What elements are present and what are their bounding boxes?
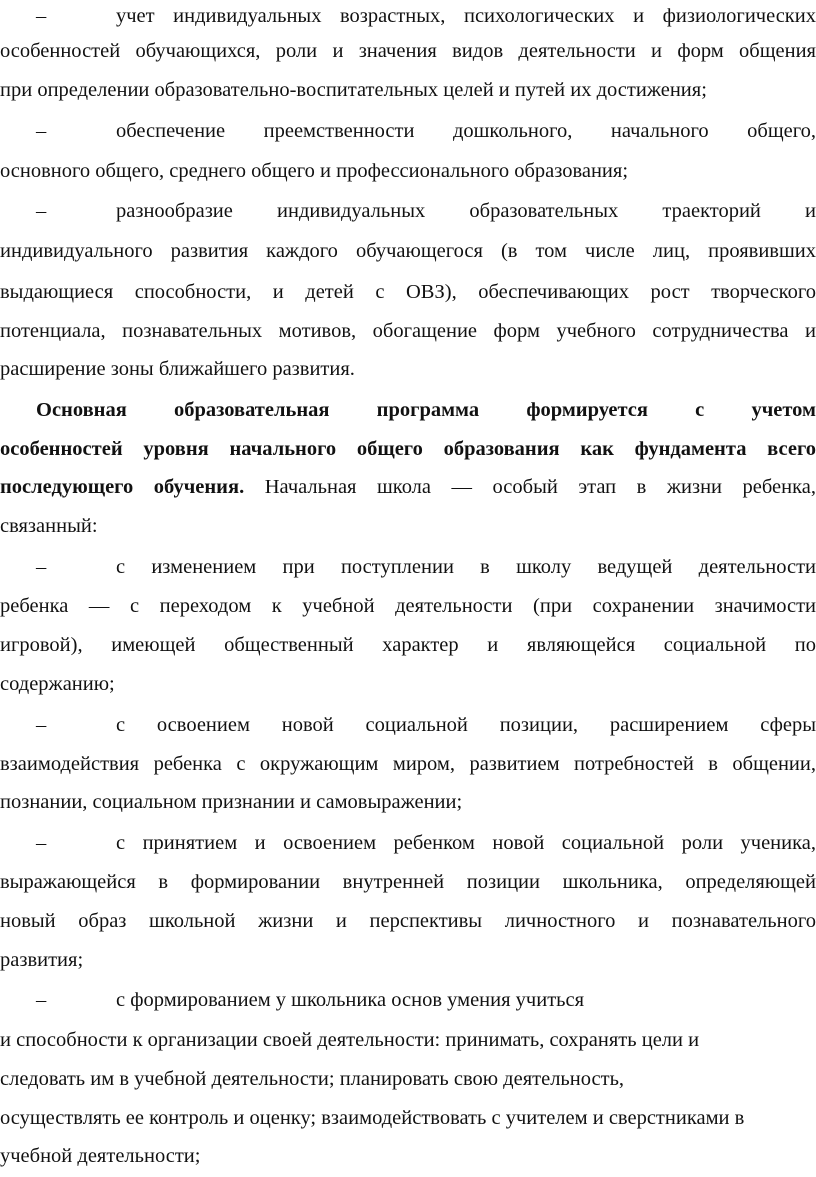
- paragraph-text: познании, социальном признании и самовыражении;: [0, 791, 463, 813]
- bold-heading-text: последующего обучения.: [0, 476, 245, 498]
- list-bullet-dash: –: [36, 832, 47, 854]
- paragraph-text: новый образ школьной жизни и перспективы личностного и познавательного: [0, 910, 816, 932]
- list-bullet-dash: –: [36, 120, 47, 142]
- text-line: [0, 790, 816, 814]
- text-line: [0, 1144, 816, 1168]
- text-line: [0, 159, 816, 183]
- text-line: [0, 475, 816, 499]
- list-bullet-dash: –: [36, 714, 47, 736]
- text-line: [0, 319, 816, 343]
- paragraph-text: выражающейся в формировании внутренней позиции школьника, определяющей: [0, 871, 816, 893]
- paragraph-text: основного общего, среднего общего и профессионального образования;: [0, 160, 629, 182]
- text-line: [0, 1106, 816, 1130]
- paragraph-text: следовать им в учебной деятельности; планировать свою деятельность,: [0, 1068, 625, 1090]
- text-line: [0, 594, 816, 618]
- bold-heading-text: особенностей уровня начального общего образования как фундамента всего: [0, 438, 816, 460]
- text-line: [0, 514, 816, 538]
- paragraph-text: связанный:: [0, 515, 98, 537]
- paragraph-text: особенностей обучающихся, роли и значения видов деятельности и форм общения: [0, 40, 816, 62]
- paragraph-text: содержанию;: [0, 673, 115, 695]
- paragraph-text: индивидуального развития каждого обучающегося (в том числе лиц, проявивших: [0, 240, 816, 262]
- text-line: [0, 909, 816, 933]
- list-item-text: учет индивидуальных возрастных, психологических и физиологических: [116, 5, 816, 27]
- text-line: [0, 752, 816, 776]
- paragraph-text: выдающиеся способности, и детей с ОВЗ), обеспечивающих рост творческого: [0, 281, 816, 303]
- text-line: [0, 357, 816, 381]
- list-item-text: обеспечение преемственности дошкольного, начального общего,: [116, 120, 816, 142]
- paragraph-text: при определении образовательно-воспитательных целей и путей их достижения;: [0, 79, 707, 101]
- paragraph-text: и способности к организации своей деятельности: принимать, сохранять цели и: [0, 1029, 700, 1051]
- list-bullet-dash: –: [36, 5, 47, 27]
- text-line: [0, 870, 816, 894]
- text-line: [0, 948, 816, 972]
- text-line: [0, 1067, 816, 1091]
- paragraph-text: взаимодействия ребенка с окружающим миром, развитием потребностей в общении,: [0, 753, 816, 775]
- list-bullet-dash: –: [36, 556, 47, 578]
- paragraph-text: ребенка — с переходом к учебной деятельности (при сохранении значимости: [0, 595, 816, 617]
- list-item-text: с формированием у школьника основ умения учиться: [116, 989, 585, 1011]
- list-bullet-dash: –: [36, 200, 47, 222]
- paragraph-text: развития;: [0, 949, 84, 971]
- paragraph-text: учебной деятельности;: [0, 1145, 201, 1167]
- text-line: [0, 437, 816, 461]
- paragraph-text: расширение зоны ближайшего развития.: [0, 358, 355, 380]
- text-line: [0, 633, 816, 657]
- text-line: [36, 398, 816, 422]
- text-line: [0, 1028, 816, 1052]
- list-bullet-dash: –: [36, 989, 47, 1011]
- text-line: [0, 78, 816, 102]
- paragraph-text: осуществлять ее контроль и оценку; взаимодействовать с учителем и сверстниками в: [0, 1107, 745, 1129]
- text-line: [0, 672, 816, 696]
- text-line: [0, 39, 816, 63]
- bold-heading-text: Основная образовательная программа формируется с учетом: [36, 399, 816, 421]
- text-line: [0, 239, 816, 263]
- list-item-text: с изменением при поступлении в школу ведущей деятельности: [116, 556, 816, 578]
- paragraph-text: потенциала, познавательных мотивов, обогащение форм учебного сотрудничества и: [0, 320, 816, 342]
- text-line: [0, 280, 816, 304]
- list-item-text: с принятием и освоением ребенком новой социальной роли ученика,: [116, 832, 816, 854]
- list-item-text: с освоением новой социальной позиции, расширением сферы: [116, 714, 816, 736]
- list-item-text: разнообразие индивидуальных образовательных траекторий и: [116, 200, 816, 222]
- paragraph-text: игровой), имеющей общественный характер и являющейся социальной по: [0, 634, 816, 656]
- paragraph-text: Начальная школа — особый этап в жизни ребенка,: [244, 476, 816, 498]
